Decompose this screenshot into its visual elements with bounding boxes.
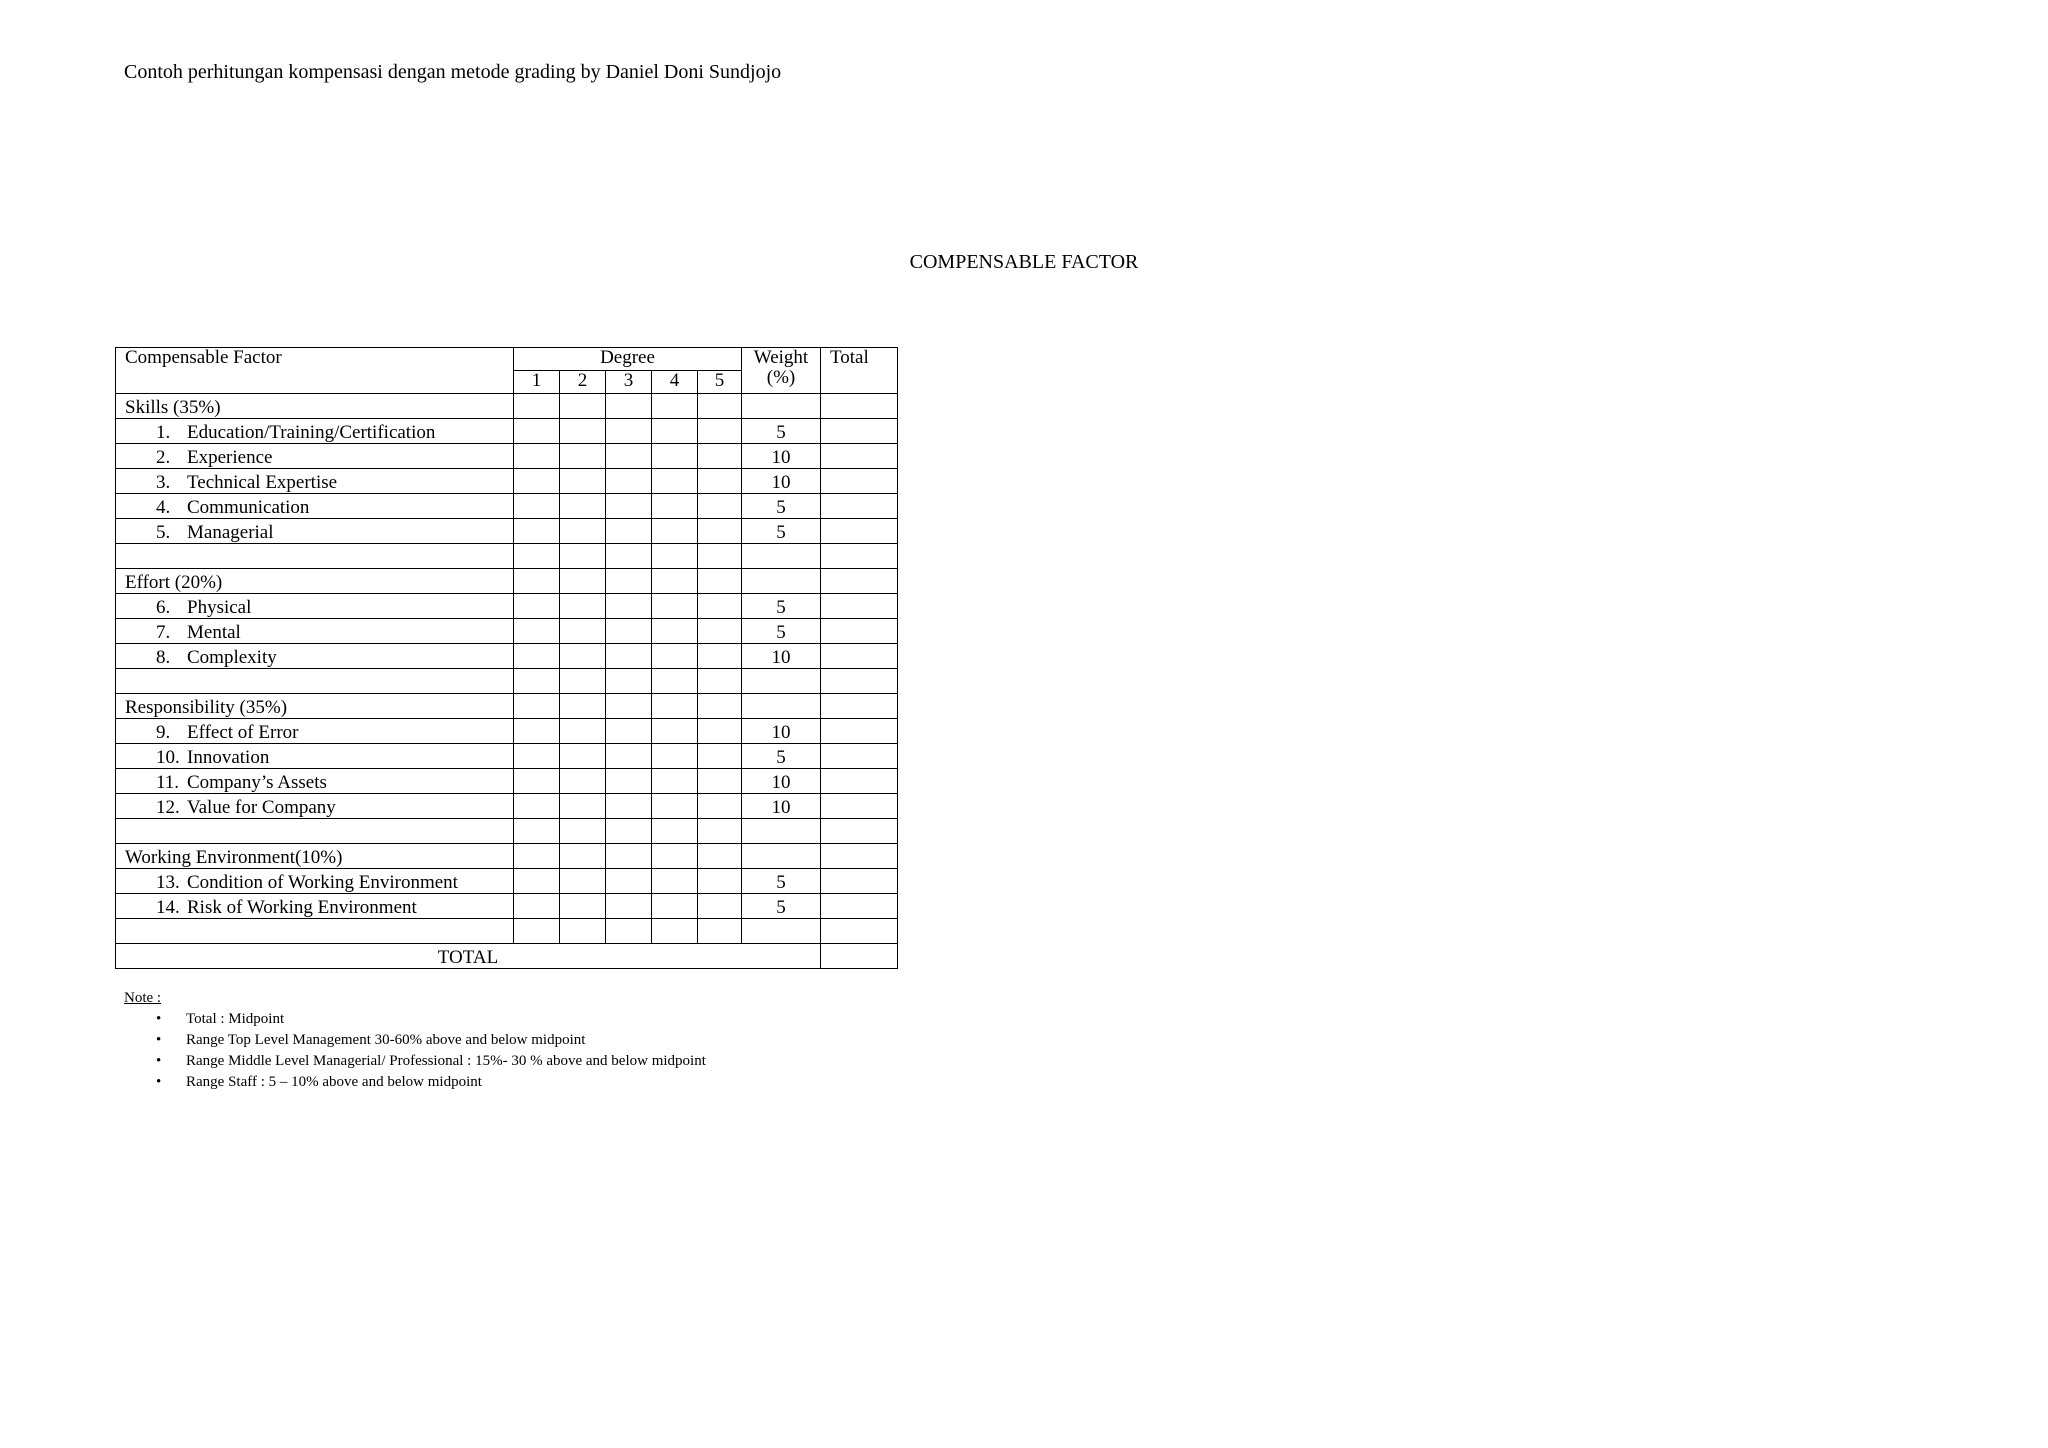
degree-cell-4 <box>652 869 698 894</box>
factor-label: Experience <box>187 447 273 468</box>
degree-cell-5 <box>698 919 742 944</box>
spacer-row <box>116 669 898 694</box>
total-cell <box>821 619 898 644</box>
factor-row <box>116 594 898 619</box>
degree-cell-4 <box>652 519 698 544</box>
degree-cell-4 <box>652 794 698 819</box>
weight-value: 10 <box>742 769 821 794</box>
total-cell <box>821 844 898 869</box>
factor-label: Technical Expertise <box>187 472 338 493</box>
total-cell <box>821 919 898 944</box>
degree-cell-1 <box>514 544 560 569</box>
degree-cell-5 <box>698 744 742 769</box>
total-cell <box>821 744 898 769</box>
weight-value: 5 <box>742 894 821 919</box>
degree-cell-2 <box>560 469 606 494</box>
degree-cell-1 <box>514 769 560 794</box>
degree-cell-4 <box>652 819 698 844</box>
degree-cell-1 <box>514 494 560 519</box>
factor-label: Education/Training/Certification <box>187 422 436 443</box>
group-title: Skills (35%) <box>116 394 514 419</box>
total-cell <box>821 594 898 619</box>
weight-value: 10 <box>742 644 821 669</box>
factor-label: Condition of Working Environment <box>187 872 458 893</box>
degree-cell-3 <box>606 869 652 894</box>
degree-cell-3 <box>606 694 652 719</box>
factor-cell <box>116 619 514 644</box>
degree-cell-4 <box>652 919 698 944</box>
degree-cell-3 <box>606 419 652 444</box>
total-cell <box>821 694 898 719</box>
degree-cell-3 <box>606 519 652 544</box>
weight-value: 5 <box>742 619 821 644</box>
factor-row <box>116 494 898 519</box>
weight-cell <box>742 669 821 694</box>
degree-cell-3 <box>606 594 652 619</box>
degree-cell-2 <box>560 644 606 669</box>
compensable-factor-table <box>115 347 898 969</box>
degree-cell-5 <box>698 444 742 469</box>
degree-cell-1 <box>514 894 560 919</box>
factor-label: Innovation <box>187 747 270 768</box>
factor-row <box>116 644 898 669</box>
group-row <box>116 394 898 419</box>
degree-cell-1 <box>514 519 560 544</box>
degree-cell-2 <box>560 719 606 744</box>
weight-value: 5 <box>742 519 821 544</box>
degree-cell-1 <box>514 694 560 719</box>
degree-cell-2 <box>560 819 606 844</box>
degree-cell-1 <box>514 844 560 869</box>
grand-total-cell <box>821 944 898 969</box>
header-degree: Degree <box>514 348 742 371</box>
degree-cell-1 <box>514 719 560 744</box>
factor-number: 1. <box>156 422 171 443</box>
weight-cell <box>742 844 821 869</box>
degree-cell-3 <box>606 919 652 944</box>
factor-number: 12. <box>156 797 180 818</box>
degree-cell-3 <box>606 819 652 844</box>
degree-cell-5 <box>698 644 742 669</box>
note-item: • Range Staff : 5 – 10% above and below midpoint <box>124 1072 706 1093</box>
degree-cell-2 <box>560 594 606 619</box>
factor-row <box>116 869 898 894</box>
spacer-row <box>116 919 898 944</box>
degree-cell-2 <box>560 694 606 719</box>
degree-cell-5 <box>698 719 742 744</box>
degree-cell-2 <box>560 444 606 469</box>
factor-cell <box>116 719 514 744</box>
weight-cell <box>742 919 821 944</box>
note-item: • Range Middle Level Managerial/ Professional : 15%- 30 % above and below midpoint <box>124 1051 706 1072</box>
degree-cell-4 <box>652 594 698 619</box>
degree-cell-1 <box>514 669 560 694</box>
total-cell <box>821 469 898 494</box>
weight-cell <box>742 394 821 419</box>
note-label: Note : <box>124 990 162 1006</box>
degree-cell-5 <box>698 869 742 894</box>
factor-label: Complexity <box>187 647 277 668</box>
factor-cell <box>116 419 514 444</box>
degree-cell-2 <box>560 669 606 694</box>
degree-cell-5 <box>698 594 742 619</box>
degree-cell-4 <box>652 719 698 744</box>
degree-cell-2 <box>560 519 606 544</box>
degree-cell-2 <box>560 794 606 819</box>
total-row <box>116 944 898 969</box>
degree-cell-5 <box>698 544 742 569</box>
degree-cell-3 <box>606 444 652 469</box>
degree-cell-2 <box>560 844 606 869</box>
degree-level-3: 3 <box>606 371 652 394</box>
total-cell <box>821 669 898 694</box>
degree-cell-4 <box>652 494 698 519</box>
degree-cell-4 <box>652 619 698 644</box>
factor-number: 4. <box>156 497 171 518</box>
total-cell <box>821 419 898 444</box>
degree-cell-3 <box>606 844 652 869</box>
total-cell <box>821 544 898 569</box>
degree-cell-1 <box>514 744 560 769</box>
note-item: • Range Top Level Management 30-60% above and below midpoint <box>124 1030 706 1051</box>
total-cell <box>821 794 898 819</box>
degree-level-4: 4 <box>652 371 698 394</box>
degree-cell-2 <box>560 869 606 894</box>
factor-cell <box>116 594 514 619</box>
degree-cell-4 <box>652 694 698 719</box>
factor-cell <box>116 519 514 544</box>
weight-value: 10 <box>742 469 821 494</box>
total-cell <box>821 519 898 544</box>
degree-cell-5 <box>698 619 742 644</box>
header-weight-unit: (%) <box>766 367 796 388</box>
degree-cell-3 <box>606 469 652 494</box>
degree-cell-5 <box>698 694 742 719</box>
degree-cell-5 <box>698 519 742 544</box>
total-cell <box>821 644 898 669</box>
degree-cell-4 <box>652 469 698 494</box>
total-cell <box>821 494 898 519</box>
degree-cell-2 <box>560 769 606 794</box>
degree-cell-4 <box>652 569 698 594</box>
factor-number: 7. <box>156 622 171 643</box>
degree-cell-1 <box>514 619 560 644</box>
document-title: COMPENSABLE FACTOR <box>909 251 1139 273</box>
factor-number: 8. <box>156 647 171 668</box>
weight-value: 5 <box>742 869 821 894</box>
weight-value: 10 <box>742 794 821 819</box>
weight-value: 10 <box>742 444 821 469</box>
group-row <box>116 844 898 869</box>
factor-number: 10. <box>156 747 180 768</box>
degree-level-1: 1 <box>514 371 560 394</box>
degree-cell-1 <box>514 869 560 894</box>
degree-cell-2 <box>560 394 606 419</box>
factor-cell <box>116 644 514 669</box>
group-title: Effort (20%) <box>116 569 514 594</box>
degree-cell-5 <box>698 894 742 919</box>
degree-cell-2 <box>560 419 606 444</box>
header-weight <box>742 348 821 394</box>
degree-cell-1 <box>514 794 560 819</box>
group-title: Responsibility (35%) <box>116 694 514 719</box>
weight-value: 5 <box>742 594 821 619</box>
factor-label: Physical <box>187 597 252 618</box>
degree-cell-3 <box>606 644 652 669</box>
degree-level-5: 5 <box>698 371 742 394</box>
degree-cell-3 <box>606 394 652 419</box>
degree-cell-3 <box>606 794 652 819</box>
page-header: Contoh perhitungan kompensasi dengan metode grading by Daniel Doni Sundjojo <box>124 61 782 83</box>
degree-cell-1 <box>514 394 560 419</box>
total-cell <box>821 444 898 469</box>
degree-cell-4 <box>652 744 698 769</box>
degree-cell-1 <box>514 644 560 669</box>
factor-cell <box>116 444 514 469</box>
factor-label: Managerial <box>187 522 274 543</box>
degree-cell-3 <box>606 769 652 794</box>
note-block <box>124 988 706 1093</box>
degree-cell-3 <box>606 569 652 594</box>
degree-cell-3 <box>606 669 652 694</box>
degree-cell-4 <box>652 544 698 569</box>
factor-number: 9. <box>156 722 171 743</box>
degree-level-2: 2 <box>560 371 606 394</box>
factor-number: 5. <box>156 522 171 543</box>
degree-cell-5 <box>698 469 742 494</box>
degree-cell-3 <box>606 719 652 744</box>
header-weight-label: Weight <box>753 347 809 368</box>
group-row <box>116 694 898 719</box>
factor-cell <box>116 744 514 769</box>
degree-cell-3 <box>606 619 652 644</box>
degree-cell-5 <box>698 769 742 794</box>
degree-cell-1 <box>514 444 560 469</box>
degree-cell-1 <box>514 594 560 619</box>
factor-number: 2. <box>156 447 171 468</box>
factor-number: 14. <box>156 897 180 918</box>
degree-cell-5 <box>698 419 742 444</box>
weight-value: 5 <box>742 494 821 519</box>
degree-cell-2 <box>560 744 606 769</box>
factor-number: 3. <box>156 472 171 493</box>
factor-cell <box>116 769 514 794</box>
group-title: Working Environment(10%) <box>116 844 514 869</box>
group-row <box>116 569 898 594</box>
spacer-row <box>116 819 898 844</box>
total-cell <box>821 719 898 744</box>
table-header-row <box>116 348 898 371</box>
degree-cell-5 <box>698 794 742 819</box>
factor-cell <box>116 894 514 919</box>
degree-cell-2 <box>560 894 606 919</box>
weight-value: 5 <box>742 744 821 769</box>
degree-cell-4 <box>652 644 698 669</box>
factor-number: 6. <box>156 597 171 618</box>
weight-value: 5 <box>742 419 821 444</box>
degree-cell-2 <box>560 544 606 569</box>
total-cell <box>821 869 898 894</box>
weight-cell <box>742 819 821 844</box>
degree-cell-2 <box>560 619 606 644</box>
total-cell <box>821 394 898 419</box>
degree-cell-1 <box>514 919 560 944</box>
degree-cell-1 <box>514 419 560 444</box>
factor-row <box>116 794 898 819</box>
factor-label: Mental <box>187 622 241 643</box>
total-cell <box>821 894 898 919</box>
factor-row <box>116 469 898 494</box>
factor-cell <box>116 794 514 819</box>
degree-cell-3 <box>606 544 652 569</box>
total-cell <box>821 569 898 594</box>
factor-label: Effect of Error <box>187 722 299 743</box>
degree-cell-2 <box>560 919 606 944</box>
weight-value: 10 <box>742 719 821 744</box>
header-compensable-factor: Compensable Factor <box>116 348 514 394</box>
degree-cell-1 <box>514 569 560 594</box>
note-list <box>124 1009 706 1093</box>
factor-number: 11. <box>156 772 180 793</box>
factor-cell <box>116 669 514 694</box>
factor-row <box>116 744 898 769</box>
degree-cell-5 <box>698 494 742 519</box>
factor-cell <box>116 544 514 569</box>
note-item: • Total : Midpoint <box>124 1009 706 1030</box>
total-cell <box>821 819 898 844</box>
degree-cell-4 <box>652 894 698 919</box>
degree-cell-2 <box>560 569 606 594</box>
weight-cell <box>742 544 821 569</box>
total-cell <box>821 769 898 794</box>
degree-cell-4 <box>652 844 698 869</box>
factor-label: Risk of Working Environment <box>187 897 417 918</box>
factor-row <box>116 444 898 469</box>
degree-cell-3 <box>606 494 652 519</box>
factor-row <box>116 769 898 794</box>
degree-cell-1 <box>514 819 560 844</box>
degree-cell-3 <box>606 744 652 769</box>
factor-row <box>116 519 898 544</box>
factor-row <box>116 419 898 444</box>
factor-cell <box>116 469 514 494</box>
weight-cell <box>742 569 821 594</box>
total-label: TOTAL <box>116 944 821 969</box>
header-total: Total <box>821 348 898 394</box>
degree-cell-5 <box>698 569 742 594</box>
factor-cell <box>116 494 514 519</box>
degree-cell-4 <box>652 444 698 469</box>
degree-cell-3 <box>606 894 652 919</box>
degree-cell-4 <box>652 769 698 794</box>
degree-cell-5 <box>698 819 742 844</box>
degree-cell-4 <box>652 394 698 419</box>
spacer-row <box>116 544 898 569</box>
factor-row <box>116 894 898 919</box>
factor-label: Value for Company <box>187 797 336 818</box>
factor-cell <box>116 819 514 844</box>
degree-cell-2 <box>560 494 606 519</box>
factor-cell <box>116 919 514 944</box>
degree-cell-4 <box>652 669 698 694</box>
factor-label: Company’s Assets <box>187 772 327 793</box>
degree-cell-1 <box>514 469 560 494</box>
degree-cell-4 <box>652 419 698 444</box>
factor-row <box>116 719 898 744</box>
factor-number: 13. <box>156 872 180 893</box>
factor-label: Communication <box>187 497 310 518</box>
factor-row <box>116 619 898 644</box>
factor-cell <box>116 869 514 894</box>
degree-cell-5 <box>698 394 742 419</box>
degree-cell-5 <box>698 669 742 694</box>
weight-cell <box>742 694 821 719</box>
degree-cell-5 <box>698 844 742 869</box>
